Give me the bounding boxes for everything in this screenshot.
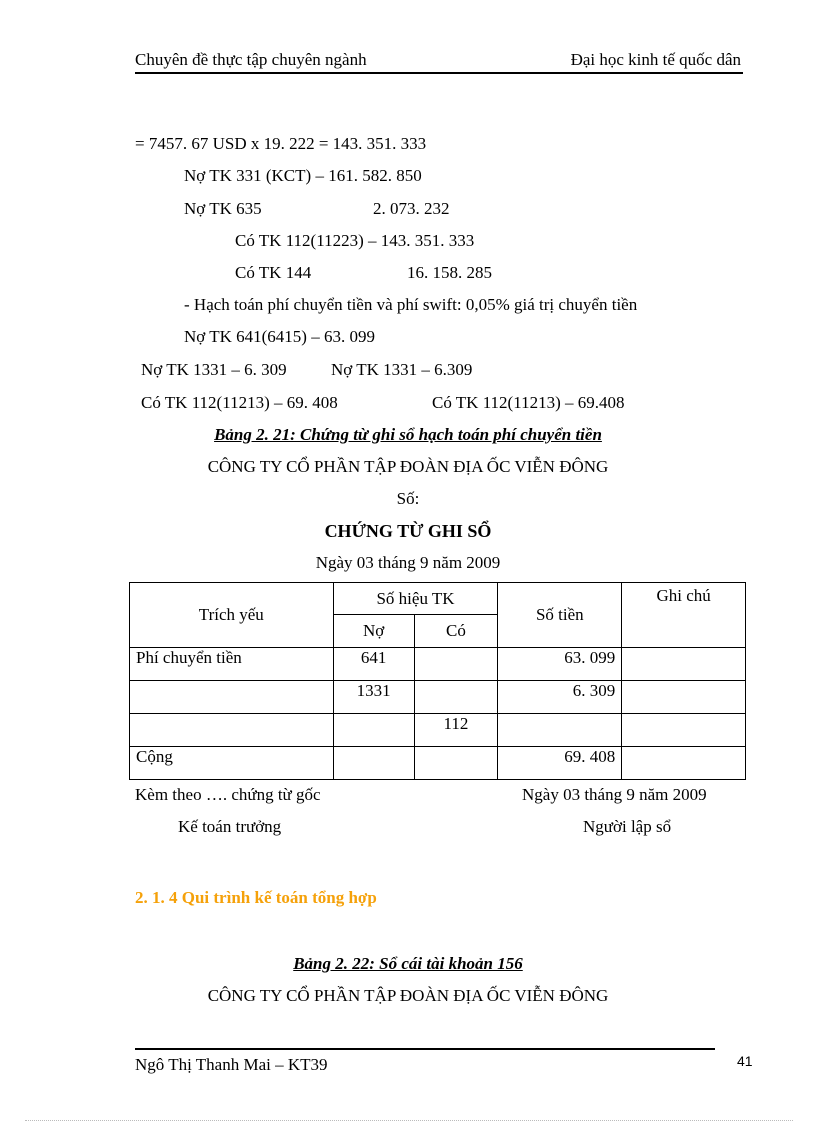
table-caption: Bảng 2. 21: Chứng từ ghi sổ hạch toán phí chuyển tiền: [214, 425, 602, 444]
cell-credit: [414, 681, 498, 714]
cell-credit: [414, 648, 498, 681]
sign-date: Ngày 03 tháng 9 năm 2009: [522, 785, 707, 804]
cell-debit: 1331: [333, 681, 414, 714]
company-name: CÔNG TY CỔ PHẦN TẬP ĐOÀN ĐỊA ỐC VIỄN ĐÔNG: [207, 457, 609, 476]
cell-summary: Phí chuyển tiền: [130, 648, 334, 681]
cell-summary: [130, 714, 334, 747]
page-number: 41: [737, 1053, 753, 1069]
table-header-row: [130, 583, 746, 615]
voucher-number-label: Số:: [396, 489, 420, 508]
entry-amount: 2. 073. 232: [373, 199, 450, 218]
entry-line: Nợ TK 635: [184, 199, 262, 218]
cell-summary: Cộng: [130, 747, 334, 780]
page-bottom-border: [25, 1120, 793, 1121]
entry-line: Có TK 112(11213) – 69.408: [432, 393, 625, 412]
company-name: CÔNG TY CỔ PHẦN TẬP ĐOÀN ĐỊA ỐC VIỄN ĐÔNG: [207, 986, 609, 1005]
table-row: [130, 648, 746, 681]
voucher-table: [129, 582, 746, 780]
cell-note: [622, 681, 746, 714]
entry-line: Có TK 112(11223) – 143. 351. 333: [235, 231, 475, 250]
cell-amount: [498, 714, 622, 747]
entry-line: Nợ TK 1331 – 6.309: [331, 360, 473, 379]
header-note: Ghi chú: [622, 583, 746, 648]
entry-line: = 7457. 67 USD x 19. 222 = 143. 351. 333: [135, 134, 427, 153]
table-row: [130, 714, 746, 747]
header-summary: Trích yếu: [130, 583, 334, 648]
cell-amount: 6. 309: [498, 681, 622, 714]
cell-credit: 112: [414, 714, 498, 747]
entry-line: Nợ TK 1331 – 6. 309: [141, 360, 287, 379]
table-total-row: [130, 747, 746, 780]
attached-docs: Kèm theo …. chứng từ gốc: [135, 785, 321, 804]
voucher-date: Ngày 03 tháng 9 năm 2009: [315, 553, 501, 572]
cell-amount: 63. 099: [498, 648, 622, 681]
cell-note: [622, 747, 746, 780]
chief-accountant-label: Kế toán trưởng: [178, 817, 282, 836]
cell-note: [622, 714, 746, 747]
header-divider: [135, 72, 743, 74]
footer-divider: [135, 1048, 715, 1050]
entry-amount: 16. 158. 285: [407, 263, 492, 282]
cell-debit: [333, 714, 414, 747]
header-credit: Có: [414, 615, 498, 648]
voucher-title: CHỨNG TỪ GHI SỔ: [324, 521, 492, 541]
cell-note: [622, 648, 746, 681]
section-heading: 2. 1. 4 Qui trình kế toán tổng hợp: [135, 888, 377, 907]
entry-line: Nợ TK 331 (KCT) – 161. 582. 850: [184, 166, 422, 185]
cell-debit: [333, 747, 414, 780]
cell-debit: 641: [333, 648, 414, 681]
cell-amount: 69. 408: [498, 747, 622, 780]
entry-line: Nợ TK 641(6415) – 63. 099: [184, 327, 375, 346]
header-account-no: Số hiệu TK: [333, 583, 498, 615]
entry-line: Có TK 144: [235, 263, 312, 282]
preparer-label: Người lập sổ: [583, 817, 672, 836]
header-amount: Số tiền: [498, 583, 622, 648]
footer-author: Ngô Thị Thanh Mai – KT39: [135, 1055, 328, 1074]
header-left: Chuyên đề thực tập chuyên ngành: [135, 50, 367, 69]
entry-line: Có TK 112(11213) – 69. 408: [141, 393, 338, 412]
cell-credit: [414, 747, 498, 780]
table-row: [130, 681, 746, 714]
header-debit: Nợ: [333, 615, 414, 648]
entry-line: - Hạch toán phí chuyển tiền và phí swift: 0,05% giá trị chuyển tiền: [184, 295, 638, 314]
table-caption: Bảng 2. 22: Sổ cái tài khoản 156: [293, 954, 523, 973]
cell-summary: [130, 681, 334, 714]
header-right: Đại học kinh tế quốc dân: [570, 50, 741, 69]
